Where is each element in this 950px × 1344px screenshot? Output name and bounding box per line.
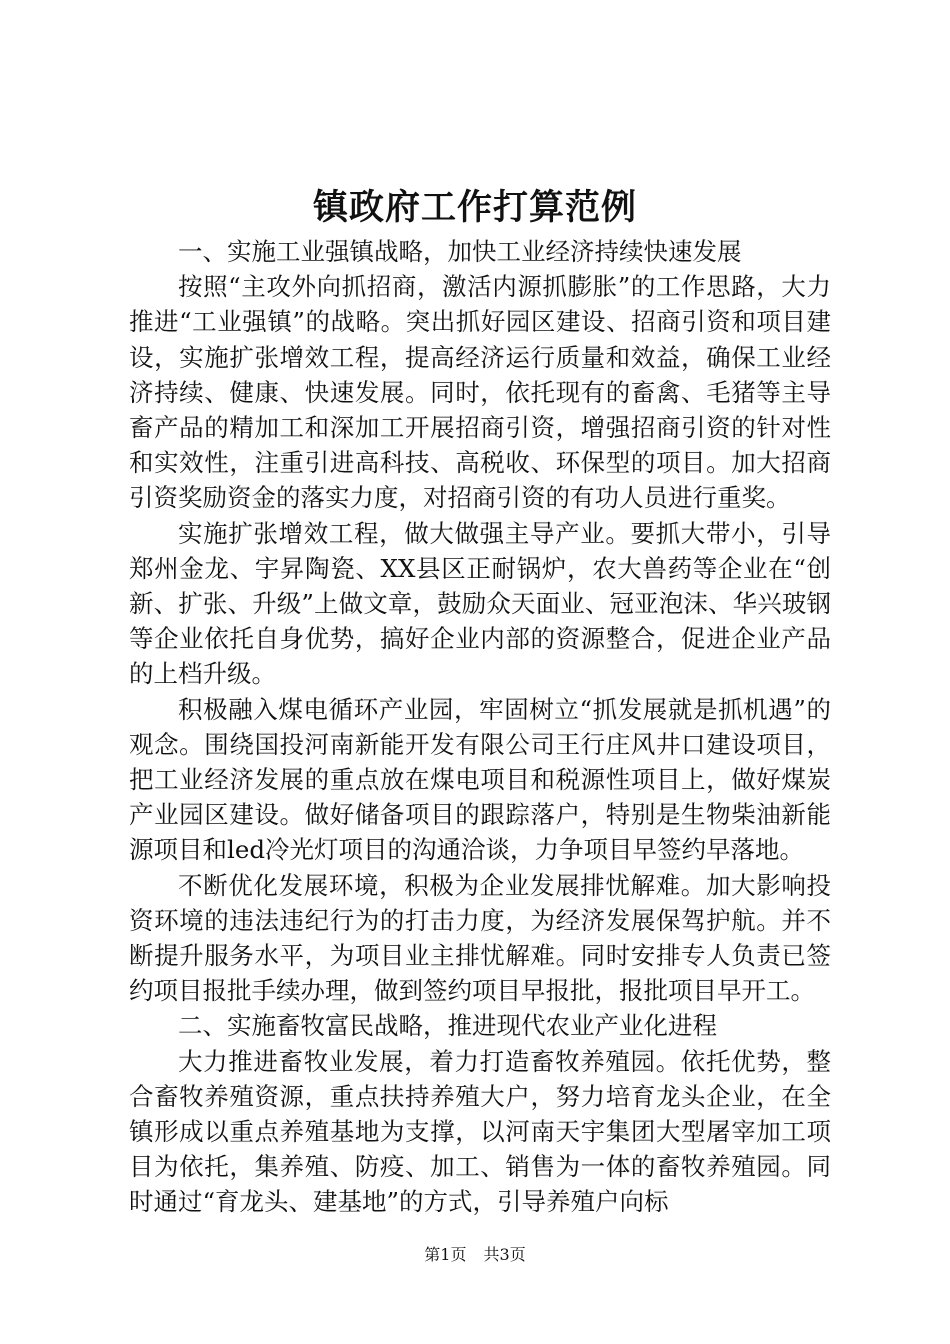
paragraph: 按照“主攻外向抓招商，激活内源抓膨胀”的工作思路，大力推进“工业强镇”的战略。突出抓好园区建设、招商引资和项目建设，实施扩张增效工程，提高经济运行质量和效益，确保工业经济持续、健康、快速发展。同时，依托现有的畜禽、毛猪等主导畜产品的精加工和深加工开展招商引资，增强招商引资的针对性和实效性，注重引进高科技、高税收、环保型的项目。加大招商引资奖励资金的落实力度，对招商引资的有功人员进行重奖。 (129, 272, 831, 513)
section-heading-1: 一、实施工业强镇战略，加快工业经济持续快速发展 (178, 237, 742, 266)
page-number: 第1页 (424, 1245, 467, 1264)
document-title: 镇政府工作打算范例 (312, 187, 637, 228)
paragraph: 大力推进畜牧业发展，着力打造畜牧养殖园。依托优势，整合畜牧养殖资源，重点扶持养殖大户，努力培育龙头企业，在全镇形成以重点养殖基地为支撑，以河南天宇集团大型屠宰加工项目为依托，集养殖、防疫、加工、销售为一体的畜牧养殖园。同时通过“育龙头、建基地”的方式，引导养殖户向标 (129, 1046, 831, 1217)
document-body (129, 234, 831, 1220)
paragraph: 不断优化发展环境，积极为企业发展排忧解难。加大影响投资环境的违法违纪行为的打击力度，为经济发展保驾护航。并不断提升服务水平，为项目业主排忧解难。同时安排专人负责已签约项目报批手续办理，做到签约项目早报批，报批项目早开工。 (129, 870, 831, 1006)
page-footer (0, 1243, 950, 1267)
paragraph: 实施扩张增效工程，做大做强主导产业。要抓大带小，引导郑州金龙、宇昇陶瓷、XX县区正耐锅炉，农大兽药等企业在“创新、扩张、升级”上做文章，鼓励众天面业、冠亚泡沫、华兴玻钢等企业依托自身优势，搞好企业内部的资源整合，促进企业产品的上档升级。 (129, 518, 831, 689)
section-heading-2: 二、实施畜牧富民战略，推进现代农业产业化进程 (178, 1011, 717, 1041)
page-total: 共3页 (483, 1245, 526, 1264)
paragraph: 积极融入煤电循环产业园，牢固树立“抓发展就是抓机遇”的观念。围绕国投河南新能开发有限公司王行庄风井口建设项目，把工业经济发展的重点放在煤电项目和税源性项目上，做好煤炭产业园区建设。做好储备项目的跟踪落户，特别是生物柴油新能源项目和led冷光灯项目的沟通洽谈，力争项目早签约早落地。 (129, 694, 831, 865)
